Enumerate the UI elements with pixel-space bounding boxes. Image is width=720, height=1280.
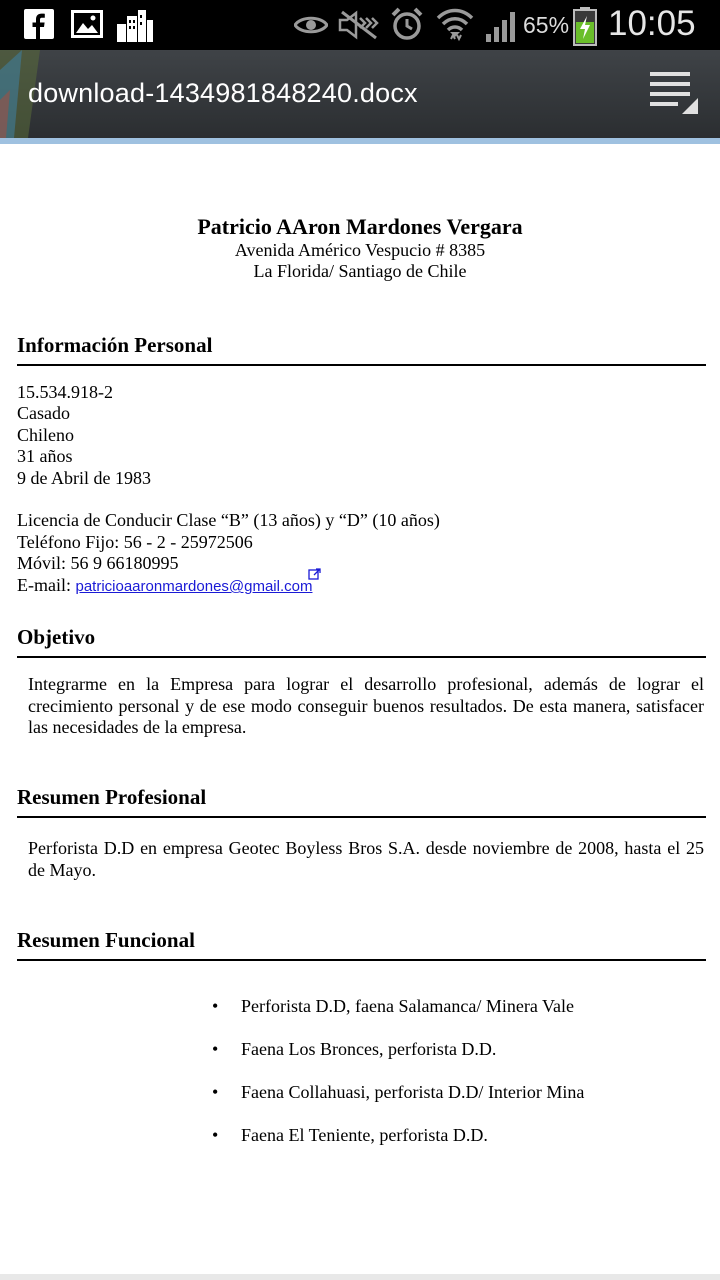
- external-link-icon: [308, 567, 322, 581]
- heading-objective: Objetivo: [17, 625, 706, 658]
- bullet-icon: •: [212, 1039, 219, 1059]
- action-bar: [0, 50, 720, 138]
- heading-professional-summary: Resumen Profesional: [17, 785, 706, 818]
- signal-icon: [484, 8, 520, 42]
- landline-phone: Teléfono Fijo: 56 - 2 - 25972506: [17, 532, 253, 552]
- bullet-icon: •: [212, 996, 219, 1016]
- address-line-1: Avenida Américo Vespucio # 8385: [234, 240, 486, 260]
- gallery-icon: [71, 10, 103, 38]
- id-number: 15.534.918-2: [17, 382, 113, 402]
- eye-icon: [294, 14, 328, 36]
- professional-summary-text: Perforista D.D en empresa Geotec Boyless Bros S.A. desde noviembre de 2008, hasta el 25 de Mayo.: [28, 838, 704, 880]
- heading-functional-summary: Resumen Funcional: [17, 928, 706, 961]
- birth-date: 9 de Abril de 1983: [17, 468, 151, 488]
- marital-status: Casado: [17, 403, 70, 423]
- objective-text: Integrarme en la Empresa para lograr el desarrollo profesional, además de lograr el crecimiento personal y de ese modo conseguir buenos resultados. De esta manera, satisfacer las necesidades de la empresa.: [28, 674, 704, 737]
- battery-icon: [572, 6, 598, 46]
- document-view[interactable]: Patricio AAron Mardones Vergara Avenida Américo Vespucio # 8385 La Florida/ Santiago de Chile Información Personal 15.534.918-2 Casado Chileno 31 años 9 de Abril de 1983 Licencia de Conducir Clase “B” (13 años) y “D” (10 años) Teléfono Fijo: 56 - 2 - 25972506 Móvil: 56 9 66180995 E-mail: patricioaaronmardones@gmail.com Objetivo Integrarme en la Empresa para lograr el desarrollo profesional, además de lograr el crecimiento personal y de ese modo conseguir buenos resultados. De esta manera, satisfacer las necesidades de la empresa. Resumen Profesional Perforista D.D en empresa Geotec Boyless Bros S.A. desde noviembre de 2008, hasta el 25 de Mayo. Resumen Funcional • Perforista D.D, faena Salamanca/ Minera Vale • Faena Los Bronces, perforista D.D. • Faena Collahuasi, perforista D.D/ Interior Mina • Faena El Teniente, perforista D.D.: [0, 144, 720, 1280]
- bullet-icon: •: [212, 1125, 219, 1145]
- battery-percent: 65%: [523, 12, 570, 38]
- heading-personal-info: Información Personal: [17, 333, 706, 366]
- bottom-edge: [0, 1274, 720, 1280]
- mobile-phone: Móvil: 56 9 66180995: [17, 553, 179, 573]
- age: 31 años: [17, 446, 73, 466]
- email-link[interactable]: patricioaaronmardones@gmail.com: [75, 578, 313, 595]
- document-title: download-1434981848240.docx: [28, 78, 418, 108]
- menu-icon[interactable]: [646, 68, 702, 120]
- address-line-2: La Florida/ Santiago de Chile: [253, 261, 467, 281]
- nationality: Chileno: [17, 425, 74, 445]
- email-line: [17, 575, 326, 596]
- buildings-icon: [116, 8, 154, 42]
- facebook-icon: [24, 9, 54, 39]
- bullet-icon: •: [212, 1082, 219, 1102]
- wifi-icon: [436, 6, 474, 44]
- mute-icon: [338, 10, 380, 40]
- clock: 10:05: [608, 4, 696, 43]
- status-bar: [0, 0, 720, 50]
- candidate-name: Patricio AAron Mardones Vergara: [197, 214, 523, 239]
- driver-license: Licencia de Conducir Clase “B” (13 años) y “D” (10 años): [17, 510, 440, 530]
- alarm-icon: [390, 7, 424, 43]
- email-label: E-mail:: [17, 575, 76, 595]
